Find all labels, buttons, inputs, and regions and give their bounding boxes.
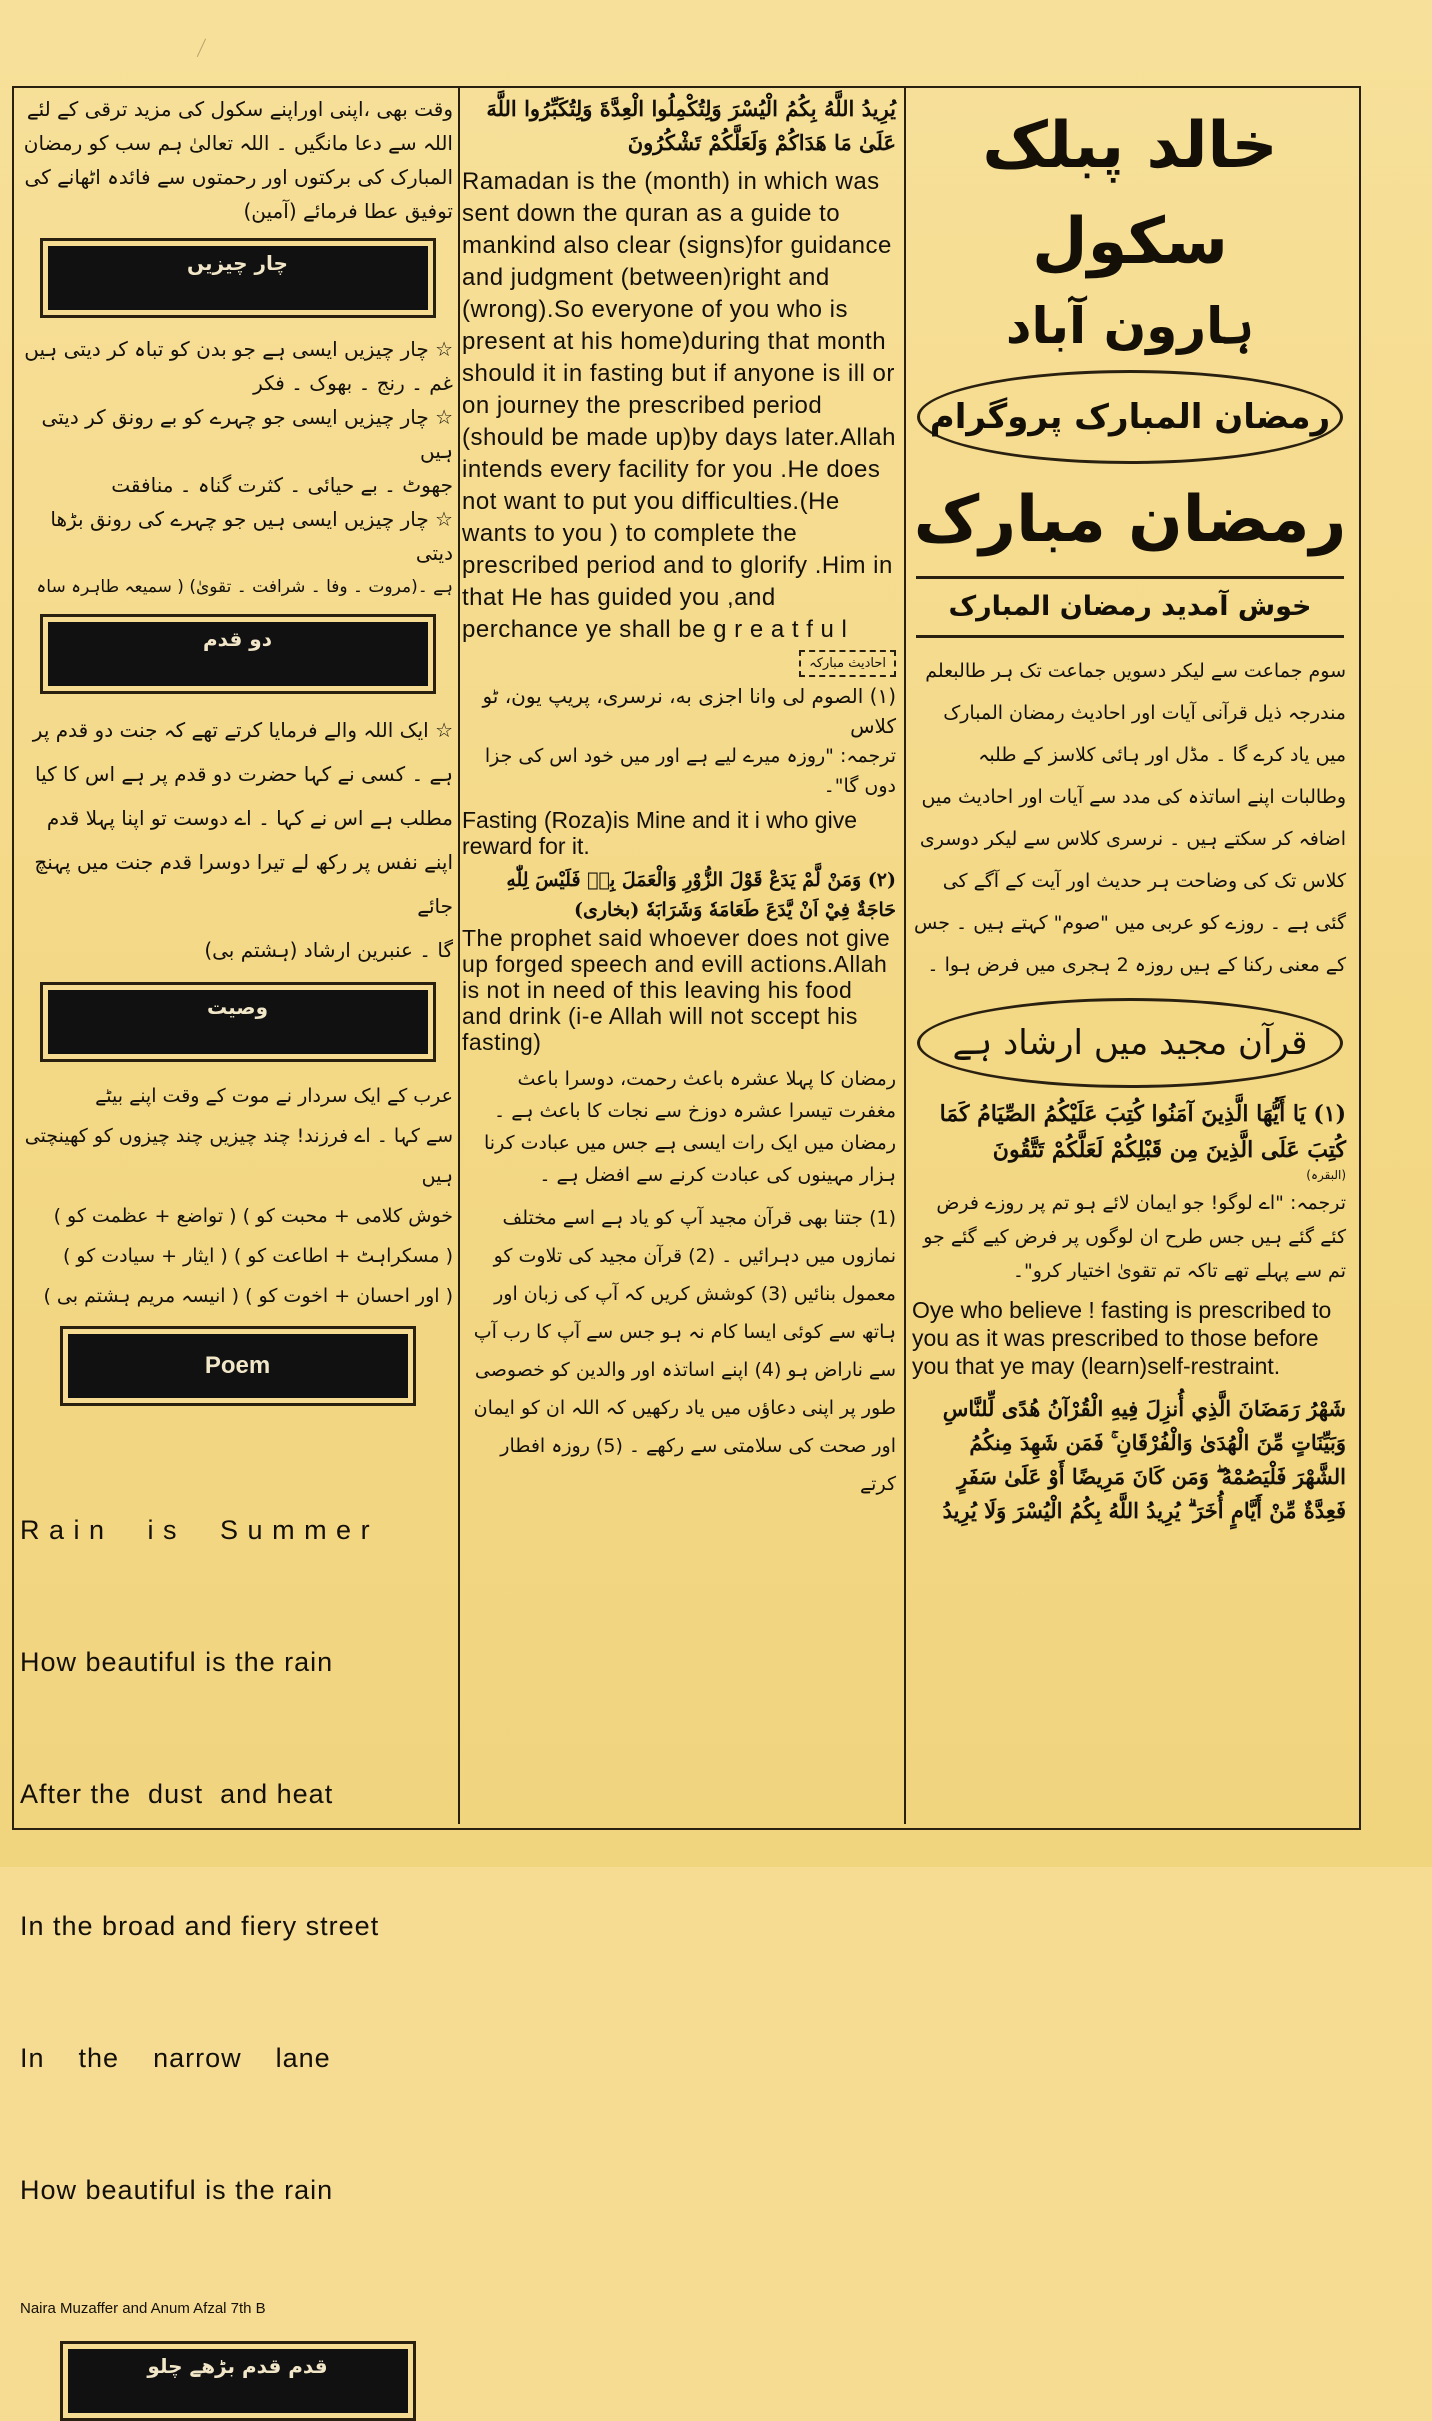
right-column	[906, 92, 1354, 1822]
ayah-1-english: Oye who believe ! fasting is prescribed to you as it was prescribed to those before you that ye may (learn)self-restraint.	[912, 1297, 1332, 1379]
text-line: ہے ۔(مروت ۔ وفا ۔ شرافت ۔ تقویٰ) ( سمیعہ طاہرہ ساہ	[36, 577, 453, 597]
ayah-2: شَهْرُ رَمَضَانَ الَّذِي أُنزِلَ فِيهِ الْقُرْآنُ هُدًى لِّلنَّاسِ وَبَيِّنَاتٍ مِّنَ الْهُدَىٰ وَالْفُرْقَانِ ۚ فَمَن شَهِدَ مِنكُمُ الشَّهْرَ فَلْيَصُمْهُ ۖ وَمَن كَانَ مَرِيضًا أَوْ عَلَىٰ سَفَرٍ فَعِدَّةٌ مِّنْ أَيَّامٍ أُخَرَ ۗ يُرِيدُ اللَّهُ بِكُمُ الْيُسْرَ وَلَا يُرِيدُ	[942, 1396, 1346, 1523]
ramadan-tips: (1) جتنا بھی قرآن مجید آپ کو یاد ہے اسے مختلف نمازوں میں دہرائیں ۔ (2) قرآن مجید کی تلاوت کو معمول بنائیں (3) کوشش کریں کہ آپ کی زبان اور ہاتھ سے کوئی ایسا کام نہ ہو جس سے آپ کا رب آپ سے ناراض ہو (4) اپنے اساتذہ اور والدین کو خصوصی طور پر اپنی دعاؤں میں یاد رکھیں کہ اللہ ان کو ایمان اور صحت کی سلامتی سے رکھے ۔ (5) روزہ افطار کرتے	[473, 1207, 896, 1495]
divider	[916, 576, 1344, 579]
middle-column	[458, 92, 902, 1822]
quran-oval: قرآن مجید میں ارشاد ہے	[917, 998, 1343, 1088]
school-name: خالد پبلک سکول	[982, 109, 1278, 279]
poem-credit: Naira Muzaffer and Anum Afzal 7th B	[20, 2300, 266, 2317]
hadith-tag-wrap	[458, 646, 902, 681]
section-title: دو قدم	[48, 622, 428, 686]
program-description: سوم جماعت سے لیکر دسویں جماعت تک ہر طالبعلم مندرجہ ذیل قرآنی آیات اور احادیث رمضان المبارک میں یاد کرے گا ۔ مڈل اور ہائی کلاسز کے طلبہ وطالبات اپنے اساتذہ کی مدد سے آیات اور احادیث میں اضافہ کر سکتے ہیں ۔ نرسری کلاس سے لیکر دوسری کلاس تک کی وضاحت ہر حدیث اور آیت کے آگے کی گئی ہے ۔ روزے کو عربی میں "صوم" کہتے ہیں ۔ جس کے معنی رکنا کے ہیں روزہ 2 ہجری میں فرض ہوا ۔	[914, 660, 1346, 976]
section-title: چار چیزیں	[48, 246, 428, 310]
text-line: سے کہا ۔ اے فرزند! چند چیزیں چند چیزوں کو کھینچتی ہیں	[24, 1125, 453, 1187]
section-header-do-qadam	[40, 614, 436, 694]
text-line: ☆ ایک اللہ والے فرمایا کرتے تھے کہ جنت دو قدم پر	[32, 718, 453, 742]
hadith-1-english: Fasting (Roza)is Mine and it i who give reward for it.	[462, 807, 857, 859]
text-line: خوش کلامی + محبت کو ) ( تواضع + عظمت کو )	[53, 1205, 453, 1227]
ramadan-mubarak-headline: رمضان مبارک	[913, 483, 1347, 557]
divider	[916, 635, 1344, 638]
text-line: غم ۔ رنج ۔ بھوک ۔ فکر	[253, 371, 453, 395]
program-oval: رمضان المبارک پروگرام	[917, 370, 1343, 464]
ashra-text: رمضان کا پہلا عشرہ باعث رحمت، دوسرا باعث مغفرت تیسرا عشرہ دوزخ سے نجات کا باعث ہے ۔ رمضان میں ایک رات ایسی ہے جس میں عبادت کرنا ہزار مہینوں کی عبادت کرنے سے افضل ہے ۔	[484, 1068, 896, 1186]
poem-line: After the dust and heat	[20, 1779, 334, 1809]
section-title: قدم قدم بڑھے چلو	[68, 2349, 408, 2413]
hadith-2-english: The prophet said whoever does not give up forged speech and evill actions.Allah is not in need of this leaving his food and drink (i-e Allah will not sccept his fasting)	[462, 925, 891, 1055]
ayah-1: (١) يَا أَيُّهَا الَّذِينَ آمَنُوا كُتِبَ عَلَيْكُمُ الصِّيَامُ كَمَا كُتِبَ عَلَى الَّذِينَ مِن قَبْلِكُمْ لَعَلَّكُمْ تَتَّقُونَ	[939, 1101, 1346, 1163]
ayah-1-reference: (البقرہ)	[1306, 1168, 1346, 1182]
text-line: ☆ چار چیزیں ایسی جو چہرے کو بے رونق کر دیتی ہیں	[41, 405, 453, 463]
hadith-tag: احادیث مبارکہ	[799, 650, 896, 677]
section-header-char-cheezain	[40, 238, 436, 318]
text-line: ( مسکراہٹ + اطاعت کو ) ( ایثار + سیادت کو )	[62, 1245, 453, 1267]
poem-line: In the narrow lane	[20, 2043, 331, 2073]
left-column	[16, 92, 459, 2378]
left-intro: وقت بھی ،اپنی اوراپنے سکول کی مزید ترقی کے لئے اللہ سے دعا مانگیں ۔ اللہ تعالیٰ ہم سب کو رمضان المبارک کی برکتوں اور رحمتوں سے فائدہ اٹھانے کی توفیق عطا فرمائے (آمین)	[23, 97, 453, 223]
section-header-wasiyat	[40, 982, 436, 1062]
text-line: ہے ۔ کسی نے کہا حضرت دو قدم پر ہے اس کا کیا	[35, 762, 453, 786]
section-header-qadam-qadam	[60, 2341, 416, 2421]
poem-line: In the broad and fiery street	[20, 1911, 380, 1941]
poem-body	[16, 1420, 459, 2300]
section-title: Poem	[68, 1334, 408, 1398]
section-wasiyat-body	[16, 1076, 459, 1316]
poem-line: How beautiful is the rain	[20, 2175, 334, 2205]
section-header-poem	[60, 1326, 416, 1406]
text-line: ☆ چار چیزیں ایسی ہیں جو چہرے کی رونق بڑھا دیتی	[50, 507, 453, 565]
ayah-top: يُرِيدُ اللَّهُ بِكُمُ الْيُسْرَ وَلِتُكْمِلُوا الْعِدَّةَ وَلِتُكَبِّرُوا اللَّهَ عَلَىٰ مَا هَدَاكُمْ وَلَعَلَّكُمْ تَشْكُرُونَ	[486, 96, 896, 155]
text-line: اپنے نفس پر رکھ لے تیرا دوسرا قدم جنت میں پہنچ جائے	[34, 850, 453, 918]
section-char-cheezain-body	[16, 332, 459, 604]
hadith-1: (١) الصوم لی وانا اجزی به، نرسری، پریپ یون، ٹو کلاس	[482, 684, 896, 738]
hadith-1-translation: ترجمہ: "روزہ میرے لیے ہے اور میں خود اس کی جزا دوں گا"۔	[484, 745, 896, 797]
text-line: ☆ چار چیزیں ایسی ہے جو بدن کو تباہ کر دیتی ہیں	[24, 337, 453, 361]
ayah-1-translation: ترجمہ: "اے لوگو! جو ایمان لائے ہو تم پر روزے فرض کئے گئے ہیں جس طرح ان لوگوں پر فرض کیے گئے جو تم سے پہلے تھے تاکہ تم تقویٰ اختیار کرو"۔	[923, 1192, 1346, 1282]
welcome-banner: خوش آمدید رمضان المبارک	[948, 591, 1312, 622]
poem-line: R a i n i s S u m m e r	[20, 1515, 371, 1545]
text-line: ( اور احسان + اخوت کو ) ( انیسہ مریم ہشتم بی )	[43, 1285, 453, 1307]
text-line: مطلب ہے اس نے کہا ۔ اے دوست تو اپنا پہلا قدم	[46, 806, 453, 830]
section-title: وصیت	[48, 990, 428, 1054]
text-line: عرب کے ایک سردار نے موت کے وقت اپنے بیٹے	[95, 1085, 453, 1107]
page-scratch	[197, 38, 224, 65]
text-line: گا ۔ عنبرین ارشاد (ہشتم بی)	[204, 938, 453, 962]
section-do-qadam-body	[16, 708, 459, 972]
school-city: ہارون آباد	[1005, 297, 1255, 355]
text-line: جھوٹ ۔ بے حیائی ۔ کثرت گناہ ۔ منافقت	[111, 473, 453, 497]
poem-line: How beautiful is the rain	[20, 1647, 334, 1677]
hadith-2: (٢) وَمَنْ لَّمْ يَدَعْ قَوْلَ الزُّوْرِ وَالْعَمَلَ بِهٖ فَلَيْسَ لِلّٰهِ حَاجَةٌ فِيْ اَنْ يَّدَعَ طَعَامَهٗ وَشَرَابَهٗ (بخاری)	[506, 869, 896, 921]
english-main-text: Ramadan is the (month) in which was sent down the quran as a guide to mankind also clear (signs)for guidance and judgment (between)right and (wrong).So everyone of you who is present at his home)during that month should it in fasting but if anyone is ill or on journey the prescribed period (should be made up)by days later.Allah intends every facility for you .He does not want to put you difficulties.(He wants to you ) to complete the prescribed period and to glorify .Him in that He has guided you ,and perchance ye shall be g r e a t f u l	[462, 168, 896, 643]
